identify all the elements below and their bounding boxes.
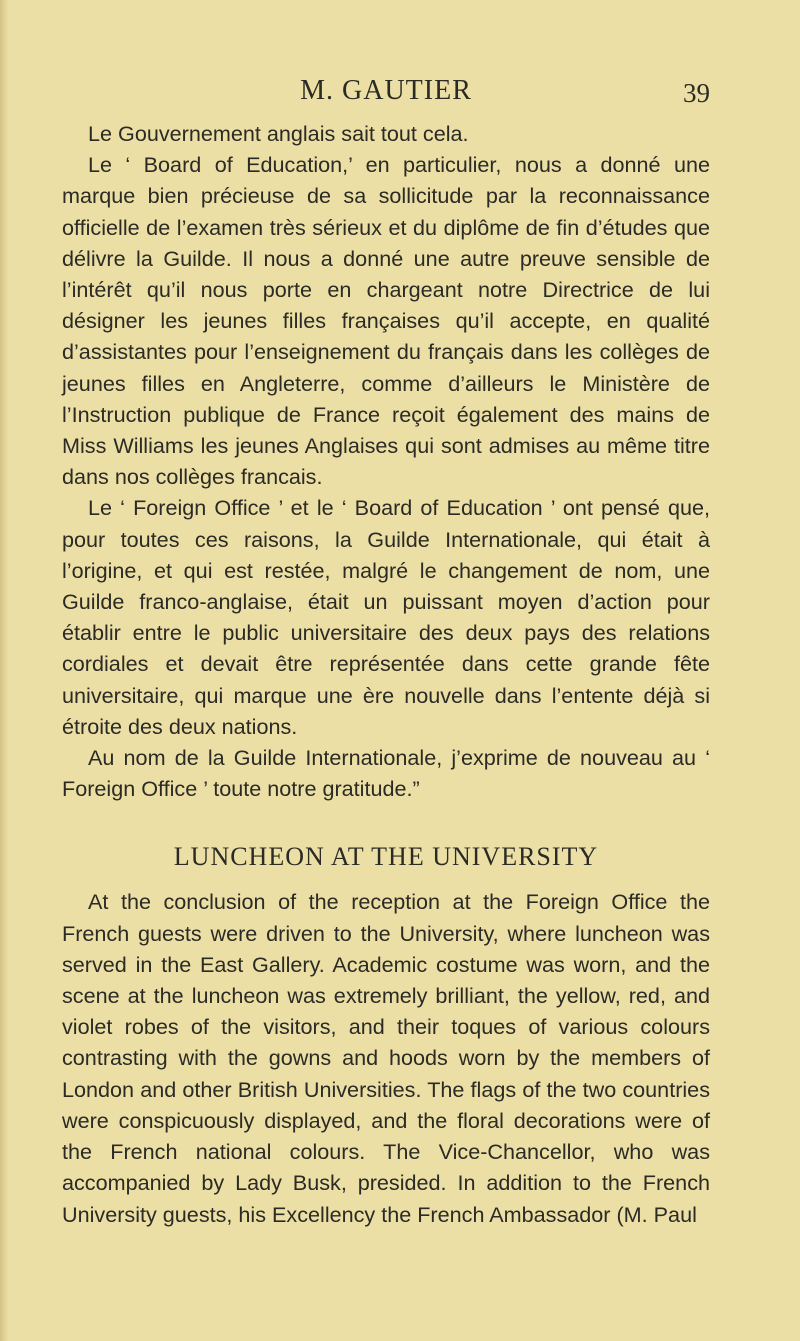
running-head-title: M. GAUTIER <box>300 75 472 106</box>
paragraph: Le ‘ Foreign Office ’ et le ‘ Board of Education ’ ont pensé que, pour toutes ces raisons, la Guilde Internationale, qui était à l’origine, et qui est restée, malgré le changement de nom, une Guilde franco-anglaise, était un puissant moyen d’action pour établir entre le public universitaire des deux pays des relations cordiales et devait être représentée dans cette grande fête universitaire, qui marque une ère nouvelle dans l’entente déjà si étroite des deux nations. <box>62 495 710 739</box>
body-text <box>62 118 710 1230</box>
paragraph: Le ‘ Board of Education,’ en particulier, nous a donné une marque bien précieuse de sa sollicitude par la reconnaissance officielle de l’examen très sérieux et du diplôme de fin d’études que délivre la Guilde. Il nous a donné une autre preuve sensible de l’intérêt qu’il nous porte en chargeant notre Directrice de lui désigner les jeunes filles françaises qu’il accepte, en qualité d’assistantes pour l’enseignement du français dans les collèges de jeunes filles en Angleterre, comme d’ailleurs le Ministère de l’Instruction publique de France reçoit également des mains de Miss Williams les jeunes Anglaises qui sont admises au même titre dans nos collèges francais. <box>62 152 710 490</box>
section-heading: LUNCHEON AT THE UNIVERSITY <box>173 842 599 872</box>
paragraph: Au nom de la Guilde Internationale, j’exprime de nouveau au ‘ Foreign Office ’ toute notre gratitude.” <box>62 745 710 802</box>
running-head <box>62 74 710 108</box>
paragraph: Le Gouvernement anglais sait tout cela. <box>88 121 469 146</box>
page-number: 39 <box>683 78 710 108</box>
paragraph: At the conclusion of the reception at the Foreign Office the French guests were driven to the University, where luncheon was served in the East Gallery. Academic costume was worn, and the scene at the luncheon was extremely brilliant, the yellow, red, and violet robes of the visitors, and their toques of various colours contrasting with the gowns and hoods worn by the members of London and other British Universities. The flags of the two countries were conspicuously displayed, and the floral decorations were of the French national colours. The Vice-Chancellor, who was accompanied by Lady Busk, presided. In addition to the French University guests, his Excellency the French Ambassador (M. Paul <box>62 889 710 1227</box>
